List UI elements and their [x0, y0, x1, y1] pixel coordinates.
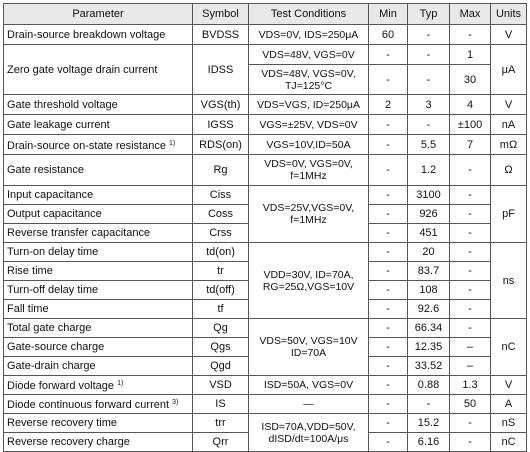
param-cell: Input capacitance: [4, 186, 193, 205]
table-row: [4, 115, 527, 135]
param-cell: Gate threshold voltage: [4, 95, 193, 115]
table-row: [4, 319, 527, 338]
min-cell: -: [369, 319, 408, 338]
unit-cell: nA: [491, 115, 527, 135]
symbol-cell: IDSS: [193, 45, 249, 95]
min-cell: -: [369, 300, 408, 319]
typ-cell: 92.6: [408, 300, 450, 319]
table-row: [4, 135, 527, 155]
param-cell: Rise time: [4, 262, 193, 281]
param-text: Drain-source on-state resistance: [7, 139, 166, 152]
footnote-ref: 1): [117, 380, 124, 387]
param-cell: Output capacitance: [4, 205, 193, 224]
param-cell: Turn-off delay time: [4, 281, 193, 300]
unit-cell: ns: [491, 243, 527, 319]
typ-cell: -: [408, 395, 450, 414]
typ-cell: -: [408, 65, 450, 95]
max-cell: 4: [450, 95, 491, 115]
max-cell: 50: [450, 395, 491, 414]
min-cell: -: [369, 205, 408, 224]
unit-cell: nS: [491, 414, 527, 433]
condition-cell: VDS=VGS, ID=250μA: [249, 95, 369, 115]
min-cell: -: [369, 45, 408, 65]
header-units: Units: [491, 4, 527, 25]
symbol-cell: tr: [193, 262, 249, 281]
symbol-cell: td(off): [193, 281, 249, 300]
min-cell: -: [369, 135, 408, 155]
header-parameter: Parameter: [4, 4, 193, 25]
typ-cell: 6.16: [408, 433, 450, 452]
table-row: [4, 186, 527, 205]
min-cell: -: [369, 155, 408, 186]
param-cell: Turn-on delay time: [4, 243, 193, 262]
footnote-ref: 1): [169, 139, 176, 147]
min-cell: -: [369, 414, 408, 433]
symbol-cell: Qgs: [193, 338, 249, 357]
max-cell: –: [450, 338, 491, 357]
symbol-cell: BVDSS: [193, 25, 249, 45]
condition-cell: VDS=48V, VGS=0V: [249, 45, 369, 65]
typ-cell: -: [408, 115, 450, 135]
unit-cell: A: [491, 395, 527, 414]
max-cell: -: [450, 414, 491, 433]
max-cell: -: [450, 319, 491, 338]
condition-cell: —: [249, 395, 369, 414]
min-cell: 60: [369, 25, 408, 45]
max-cell: -: [450, 25, 491, 45]
max-cell: 1.3: [450, 376, 491, 395]
symbol-cell: td(on): [193, 243, 249, 262]
symbol-cell: VSD: [193, 376, 249, 395]
typ-cell: 15.2: [408, 414, 450, 433]
max-cell: –: [450, 357, 491, 376]
param-cell: Gate resistance: [4, 155, 193, 186]
typ-cell: 1.2: [408, 155, 450, 186]
unit-cell: V: [491, 25, 527, 45]
typ-cell: 33.52: [408, 357, 450, 376]
unit-cell: μA: [491, 45, 527, 95]
typ-cell: -: [408, 25, 450, 45]
min-cell: -: [369, 433, 408, 452]
symbol-cell: IGSS: [193, 115, 249, 135]
max-cell: -: [450, 186, 491, 205]
max-cell: -: [450, 224, 491, 243]
symbol-cell: trr: [193, 414, 249, 433]
min-cell: -: [369, 224, 408, 243]
param-cell: Gate-drain charge: [4, 357, 193, 376]
unit-cell: Ω: [491, 155, 527, 186]
min-cell: -: [369, 376, 408, 395]
param-cell: [4, 395, 193, 414]
typ-cell: 20: [408, 243, 450, 262]
min-cell: 2: [369, 95, 408, 115]
min-cell: -: [369, 115, 408, 135]
symbol-cell: Qg: [193, 319, 249, 338]
condition-cell: ISD=50A, VGS=0V: [249, 376, 369, 395]
param-cell: Reverse transfer capacitance: [4, 224, 193, 243]
condition-cell: VDS=50V, VGS=10V ID=70A: [249, 319, 369, 376]
min-cell: -: [369, 338, 408, 357]
header-typ: Typ: [408, 4, 450, 25]
max-cell: 7: [450, 135, 491, 155]
symbol-cell: Rg: [193, 155, 249, 186]
symbol-cell: tf: [193, 300, 249, 319]
typ-cell: 451: [408, 224, 450, 243]
typ-cell: 5.5: [408, 135, 450, 155]
param-cell: Reverse recovery time: [4, 414, 193, 433]
max-cell: 30: [450, 65, 491, 95]
param-text: Diode continuous forward current: [7, 399, 170, 411]
unit-cell: nC: [491, 433, 527, 452]
min-cell: -: [369, 395, 408, 414]
condition-cell: VDS=0V, VGS=0V, f=1MHz: [249, 155, 369, 186]
table-row: [4, 45, 527, 65]
max-cell: -: [450, 205, 491, 224]
header-min: Min: [369, 4, 408, 25]
max-cell: 1: [450, 45, 491, 65]
param-cell: Gate-source charge: [4, 338, 193, 357]
typ-cell: 926: [408, 205, 450, 224]
condition-cell: VDD=30V, ID=70A, RG=25Ω,VGS=10V: [249, 243, 369, 319]
min-cell: -: [369, 281, 408, 300]
condition-cell: VGS=10V,ID=50A: [249, 135, 369, 155]
param-cell: [4, 135, 193, 155]
header-symbol: Symbol: [193, 4, 249, 25]
unit-cell: nC: [491, 319, 527, 376]
param-cell: Total gate charge: [4, 319, 193, 338]
electrical-characteristics-table: [3, 3, 527, 452]
param-cell: Zero gate voltage drain current: [4, 45, 193, 95]
symbol-cell: Crss: [193, 224, 249, 243]
table-row: [4, 95, 527, 115]
param-cell: Gate leakage current: [4, 115, 193, 135]
symbol-cell: Ciss: [193, 186, 249, 205]
typ-cell: 3100: [408, 186, 450, 205]
symbol-cell: Qrr: [193, 433, 249, 452]
condition-cell: VGS=±25V, VDS=0V: [249, 115, 369, 135]
unit-cell: V: [491, 376, 527, 395]
min-cell: -: [369, 357, 408, 376]
param-text: Diode forward voltage: [7, 380, 115, 392]
table-row: [4, 395, 527, 414]
table-row: [4, 155, 527, 186]
header-row: [4, 4, 527, 25]
header-conditions: Test Conditions: [249, 4, 369, 25]
table-row: [4, 25, 527, 45]
symbol-cell: RDS(on): [193, 135, 249, 155]
symbol-cell: Coss: [193, 205, 249, 224]
max-cell: -: [450, 300, 491, 319]
typ-cell: 0.88: [408, 376, 450, 395]
condition-cell: VDS=0V, IDS=250μA: [249, 25, 369, 45]
condition-cell: VDS=25V,VGS=0V, f=1MHz: [249, 186, 369, 243]
param-cell: Fall time: [4, 300, 193, 319]
typ-cell: 12.35: [408, 338, 450, 357]
unit-cell: pF: [491, 186, 527, 243]
footnote-ref: 3): [172, 399, 179, 406]
typ-cell: 3: [408, 95, 450, 115]
table-row: [4, 414, 527, 433]
max-cell: -: [450, 433, 491, 452]
max-cell: -: [450, 243, 491, 262]
min-cell: -: [369, 65, 408, 95]
condition-cell: VDS=48V, VGS=0V, TJ=125°C: [249, 65, 369, 95]
symbol-cell: VGS(th): [193, 95, 249, 115]
header-max: Max: [450, 4, 491, 25]
table-row: [4, 376, 527, 395]
max-cell: -: [450, 262, 491, 281]
condition-cell: ISD=70A,VDD=50V, dISD/dt=100A/μs: [249, 414, 369, 452]
param-cell: Reverse recovery charge: [4, 433, 193, 452]
typ-cell: 66.34: [408, 319, 450, 338]
min-cell: -: [369, 243, 408, 262]
param-cell: [4, 376, 193, 395]
table-row: [4, 243, 527, 262]
max-cell: -: [450, 155, 491, 186]
max-cell: -: [450, 281, 491, 300]
unit-cell: mΩ: [491, 135, 527, 155]
typ-cell: 83.7: [408, 262, 450, 281]
min-cell: -: [369, 186, 408, 205]
symbol-cell: IS: [193, 395, 249, 414]
max-cell: ±100: [450, 115, 491, 135]
typ-cell: 108: [408, 281, 450, 300]
param-cell: Drain-source breakdown voltage: [4, 25, 193, 45]
min-cell: -: [369, 262, 408, 281]
unit-cell: V: [491, 95, 527, 115]
symbol-cell: Qgd: [193, 357, 249, 376]
typ-cell: -: [408, 45, 450, 65]
